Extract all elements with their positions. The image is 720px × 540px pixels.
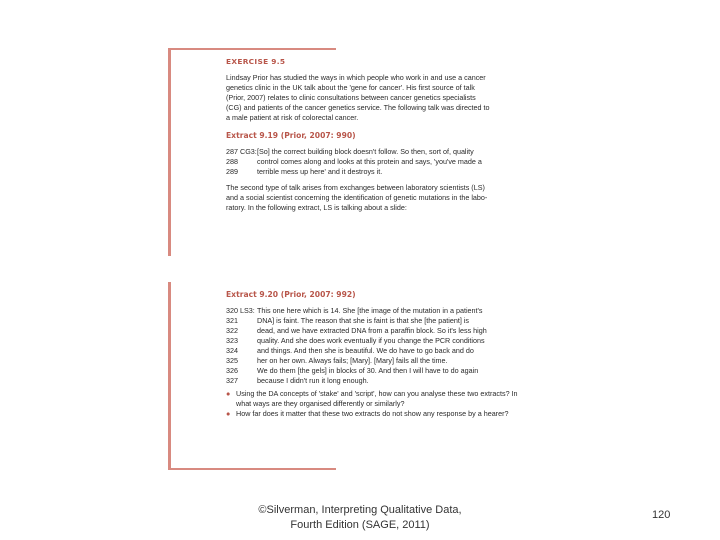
- margin-rule: [168, 282, 171, 470]
- transcript: [226, 147, 523, 177]
- utterance: control comes along and looks at this protein and says, 'you've made a: [257, 157, 482, 166]
- text-line: and a social scientist concerning the identification of genetic mutations in the labo-: [226, 193, 488, 202]
- book-excerpt-top: [168, 48, 523, 256]
- utterance: terrible mess up here' and it destroys it.: [257, 167, 383, 176]
- bottom-rule: [168, 468, 336, 470]
- speaker-label: [240, 157, 257, 167]
- speaker-label: [240, 336, 257, 346]
- speaker-label: [240, 366, 257, 376]
- excerpt-content: [226, 48, 523, 213]
- credit-line: ©Silverman, Interpreting Qualitative Data,: [258, 504, 462, 516]
- page-number: 120: [652, 509, 671, 521]
- line-number: 289: [226, 167, 238, 176]
- text-line: genetics clinic in the UK talk about the 'gene for cancer'. His first source of talk: [226, 83, 475, 92]
- speaker-label: [240, 346, 257, 356]
- line-number: 320: [226, 306, 238, 315]
- speaker-label: LS3:: [240, 306, 255, 315]
- transcript-line: [226, 316, 523, 326]
- line-number: 325: [226, 356, 238, 365]
- utterance: her on her own. Always fails; [Mary]. [Mary] fails all the time.: [257, 356, 448, 365]
- speaker-label: [240, 316, 257, 326]
- line-number: 326: [226, 366, 238, 375]
- question-text: How far does it matter that these two extracts do not show any response by a hearer?: [236, 409, 509, 418]
- utterance: We do them [the gels] in blocks of 30. And then I will have to do again: [257, 366, 479, 375]
- transcript-line: [226, 167, 523, 177]
- text-line: ratory. In the following extract, LS is talking about a slide:: [226, 203, 407, 212]
- exercise-title: EXERCISE 9.5: [226, 57, 286, 66]
- transcript-line: [226, 366, 523, 376]
- transcript-line: [226, 346, 523, 356]
- transcript-line: [226, 147, 523, 157]
- book-excerpt-bottom: [168, 282, 523, 470]
- speaker-label: [240, 376, 257, 386]
- utterance: DNA] is faint. The reason that she is faint is that she [the patient] is: [257, 316, 470, 325]
- speaker-label: [240, 167, 257, 177]
- utterance: because I didn't run it long enough.: [257, 376, 369, 385]
- transcript-line: [226, 336, 523, 346]
- text-line: Lindsay Prior has studied the ways in which people who work in and use a cancer: [226, 73, 486, 82]
- transcript-line: [226, 376, 523, 386]
- line-number: 321: [226, 316, 238, 325]
- text-line: a male patient at risk of colorectal cancer.: [226, 113, 359, 122]
- transcript-line: [226, 356, 523, 366]
- extract-title: Extract 9.20 (Prior, 2007: 992): [226, 290, 356, 299]
- transcript: [226, 306, 523, 386]
- footer-credit: [230, 503, 490, 533]
- intro-paragraph: [226, 73, 523, 123]
- text-line: The second type of talk arises from exchanges between laboratory scientists (LS): [226, 183, 485, 192]
- line-number: 287: [226, 147, 238, 156]
- bullet-icon: ●: [226, 389, 231, 398]
- closing-paragraph: [226, 183, 523, 213]
- speaker-label: [240, 356, 257, 366]
- margin-rule: [168, 48, 171, 256]
- transcript-line: [226, 326, 523, 336]
- speaker-label: CG3:: [240, 147, 257, 156]
- credit-line: Fourth Edition (SAGE, 2011): [290, 519, 430, 531]
- bullet-icon: ●: [226, 409, 231, 418]
- transcript-line: [226, 157, 523, 167]
- text-line: (Prior, 2007) relates to clinic consultations between cancer genetics specialists: [226, 93, 476, 102]
- utterance: This one here which is 14. She [the image of the mutation in a patient's: [257, 306, 483, 315]
- line-number: 324: [226, 346, 238, 355]
- utterance: dead, and we have extracted DNA from a paraffin block. So it's less high: [257, 326, 487, 335]
- excerpt-content: [226, 282, 523, 419]
- text-line: (CG) and patients of the cancer genetics service. The following talk was directed to: [226, 103, 490, 112]
- question-list: [226, 389, 523, 419]
- question-text: Using the DA concepts of 'stake' and 'script', how can you analyse these two extracts? In what ways are they organised differently or similarly?: [236, 389, 518, 408]
- line-number: 322: [226, 326, 238, 335]
- speaker-label: [240, 326, 257, 336]
- question-item: [226, 389, 523, 409]
- utterance: quality. And she does work eventually if you change the PCR conditions: [257, 336, 485, 345]
- line-number: 323: [226, 336, 238, 345]
- line-number: 288: [226, 157, 238, 166]
- transcript-line: [226, 306, 523, 316]
- utterance: [So] the correct building block doesn't follow. So then, sort of, quality: [257, 147, 474, 156]
- question-item: [226, 409, 523, 419]
- utterance: and things. And then she is beautiful. We do have to go back and do: [257, 346, 474, 355]
- line-number: 327: [226, 376, 238, 385]
- extract-title: Extract 9.19 (Prior, 2007: 990): [226, 131, 356, 140]
